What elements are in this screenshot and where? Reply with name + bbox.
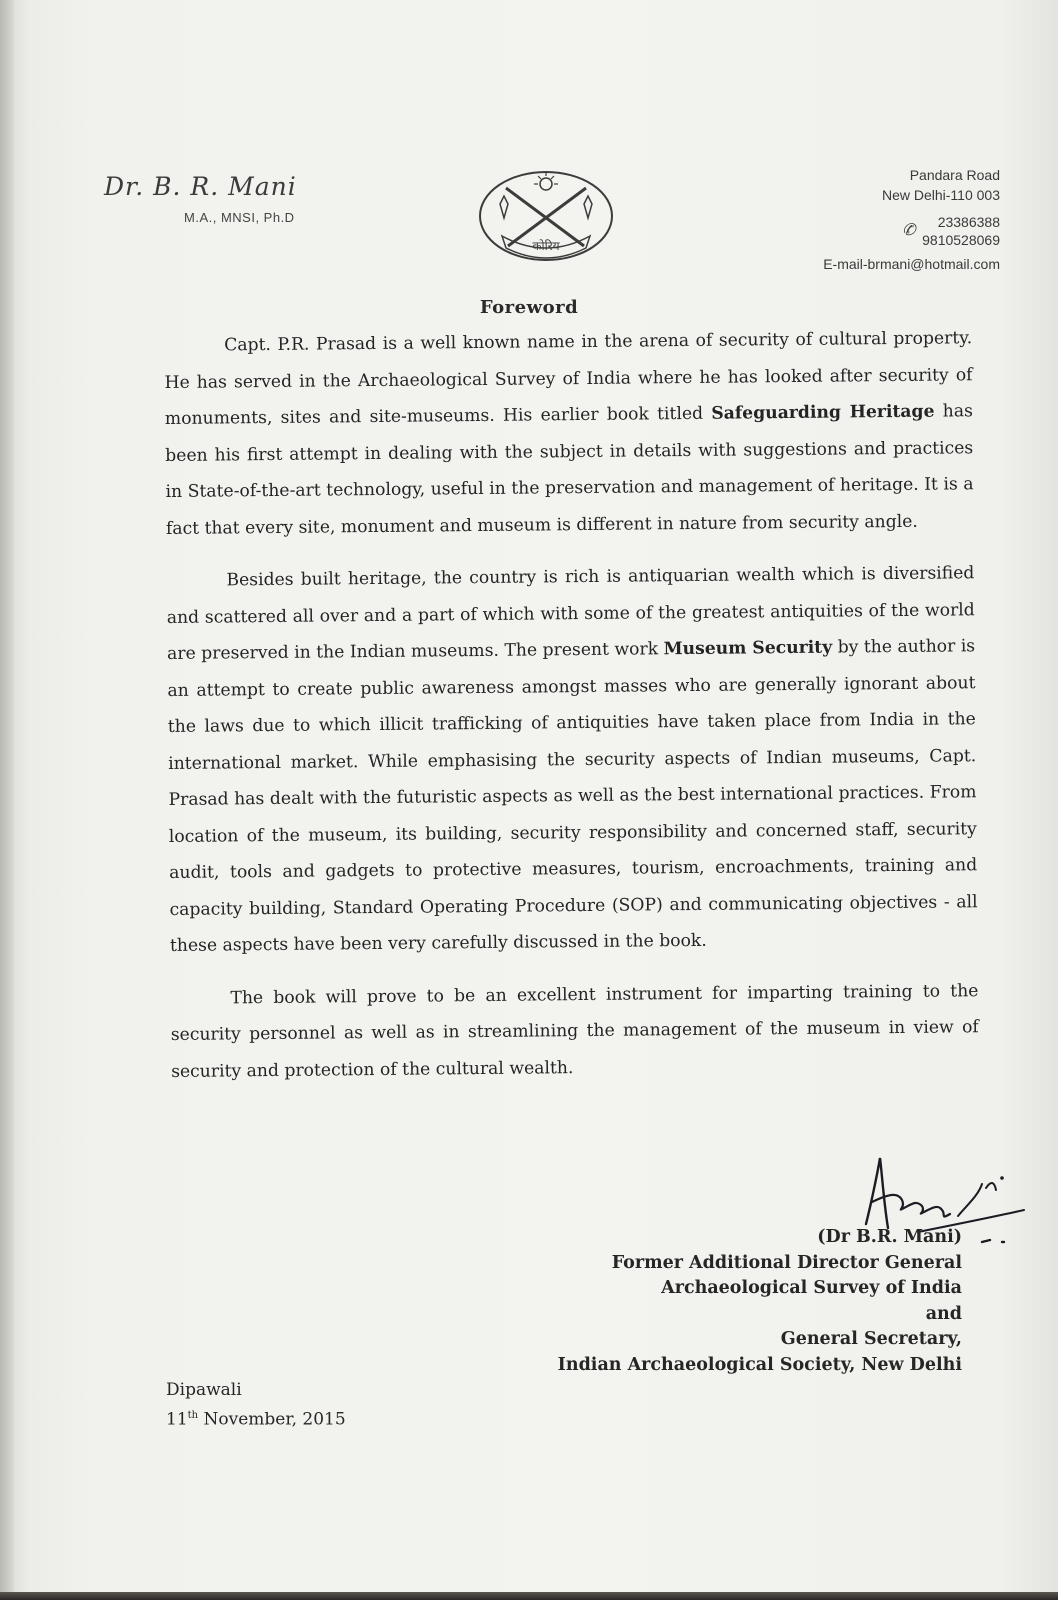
date-month-year: November, 2015 — [203, 1409, 346, 1430]
signoff-block — [558, 1225, 962, 1378]
signatory-title-4: General Secretary, — [780, 1329, 962, 1349]
paragraph-3: The book will prove to be an excellent instrument for imparting training to the security personnel as well as in streamlining the management of the museum in view of security and protection of the cultural wealth. — [170, 980, 979, 1082]
letterhead-address — [823, 165, 1000, 274]
foreword-body — [164, 320, 979, 1106]
signatory-title-5: Indian Archaeological Society, New Delhi — [557, 1354, 962, 1375]
dateline — [166, 1377, 346, 1433]
signatory-title-1: Former Additional Director General — [611, 1252, 962, 1273]
paragraph-2-text-b: by the author is an attempt to create public awareness amongst masses who are generally ignorant about the laws due to which illicit trafficking of antiquities have taken place from India in the international market. While emphasising the security aspects of Indian museums, Capt. Prasad has dealt with the futuristic aspects as well as the best international practices. From location of the museum, its building, security responsibility and concerned staff, security audit, tools and gadgets to protective measures, tourism, encroachments, training and capacity building, Standard Operating Procedure (SOP) and communicating objectives - all these aspects have been very carefully discussed in the book. — [167, 636, 978, 956]
date-value — [166, 1403, 346, 1433]
phone-block — [902, 213, 1000, 249]
date-day-suffix: th — [187, 1410, 199, 1421]
address-line-1: Pandara Road — [909, 167, 1000, 183]
date-place: Dipawali — [166, 1380, 242, 1400]
paragraph-1-text-b: has been his first attempt in dealing with the subject in details with suggestions and practices in State-of-the-art technology, useful in the preservation and management of heritage. It is a fact that every site, monument and museum is different in nature from security angle. — [165, 401, 974, 539]
telephone-icon: ✆ — [902, 220, 916, 239]
phone-number-1: 23386388 — [937, 214, 1000, 230]
book-title-museum-security: Museum Security — [663, 637, 833, 660]
book-title-safeguarding-heritage: Safeguarding Heritage — [711, 401, 935, 424]
letterhead-name: Dr. B. R. Mani — [104, 172, 297, 201]
emblem-text: कोरिय — [532, 239, 560, 253]
society-emblem-icon — [476, 168, 616, 264]
document-title: Foreword — [479, 297, 579, 318]
signatory-title-3: and — [925, 1303, 962, 1324]
paragraph-2 — [166, 555, 978, 964]
phone-number-2: 9810528069 — [922, 232, 1000, 248]
signatory-name: (Dr B.R. Mani) — [817, 1227, 962, 1247]
signatory-title-2: Archaeological Survey of India — [661, 1278, 962, 1298]
paragraph-2-text-a: Besides built heritage, the country is rich is antiquarian wealth which is diversified and scattered all over and a part of which with some of the greatest antiquities of the world are preserved in the Indian museums. The present work — [166, 563, 975, 664]
email-address: E-mail-brmani@hotmail.com — [823, 256, 1000, 272]
letterhead-qualifications: M.A., MNSI, Ph.D — [184, 210, 295, 225]
book-spine-shadow — [0, 0, 14, 1600]
page-bottom-edge — [0, 1592, 1058, 1600]
date-day: 11 — [166, 1409, 188, 1430]
address-line-2: New Delhi-110 003 — [881, 187, 1000, 203]
paragraph-1 — [164, 320, 974, 547]
paragraph-1-text-a: Capt. P.R. Prasad is a well known name in the arena of security of cultural property. He has served in the Archaeological Survey of India where he has looked after security of monuments, sites and site-museums. His earlier book titled — [164, 328, 973, 429]
